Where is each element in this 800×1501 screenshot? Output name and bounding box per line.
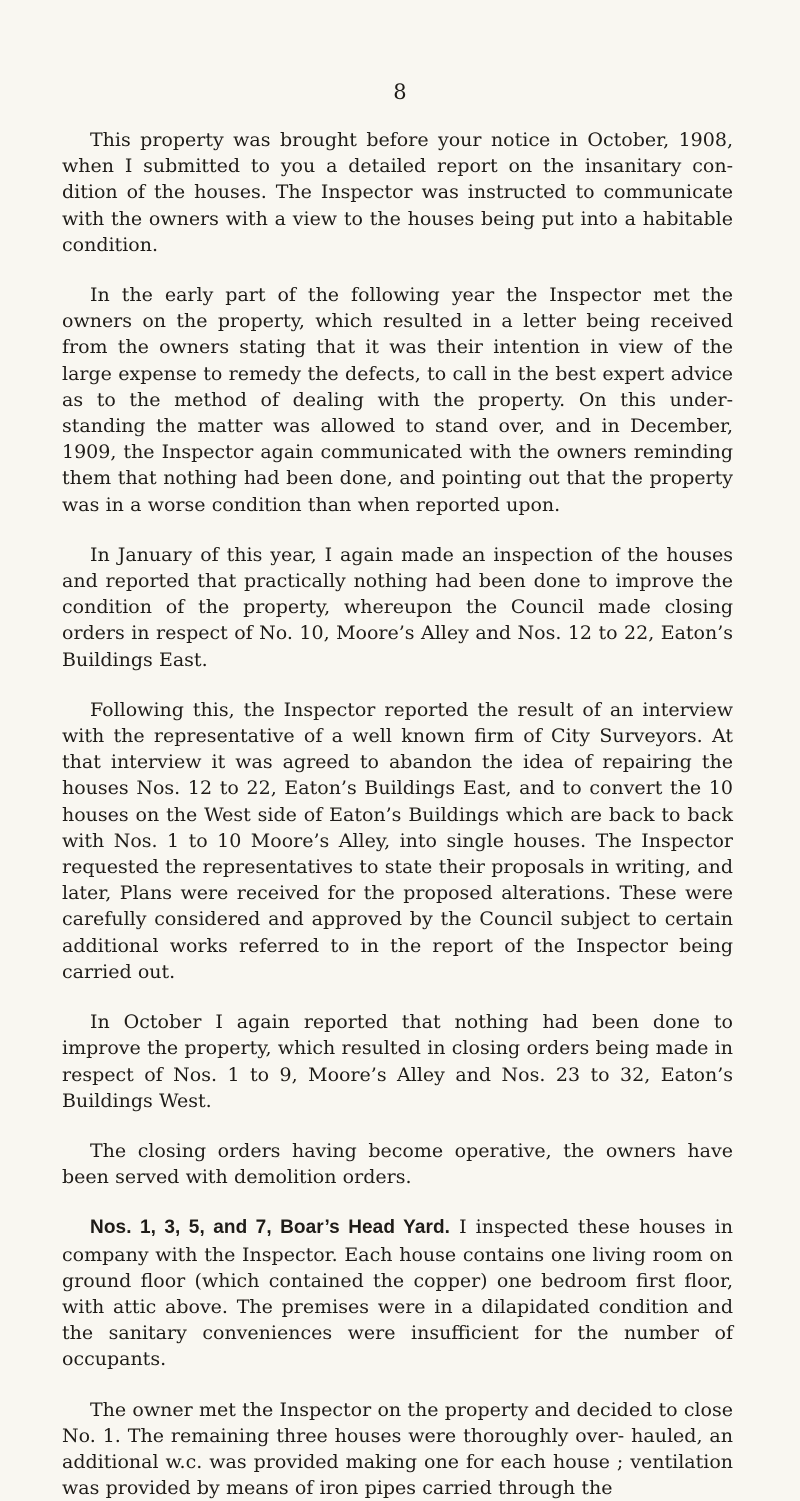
paragraph-2: In the early part of the following year the Inspector met the owners on the property, which resulted in a letter being received from the owners stating that it was their intention in view of the large expense to remedy the defects, to call in the best expert advice as to the method of dealing with the property. On this under- standing the matter was allowed to stand over, and in December, 1909, the Inspector again communicated with the owners reminding them that nothing had been done, and pointing out that the property was in a worse condition than when reported upon. <box>62 284 733 516</box>
paragraph-6: The closing orders having become operative, the owners have been served with demolition orders. <box>62 1139 733 1189</box>
paragraph-1: This property was brought before your notice in October, 1908, when I submitted to you a detailed report on the insanitary con- dition of the houses. The Inspector was instructed to communicate with the owners with a view to the houses being put into a habitable condition. <box>62 129 733 256</box>
final-paragraph: The owner met the Inspector on the property and decided to close No. 1. The remaining three houses were thoroughly over- hauled, an additional w.c. was provided making one for each house ; ventilation was provided by means of iron pipes carried through the <box>62 1398 733 1500</box>
paragraph-3: In January of this year, I again made an inspection of the houses and reported that practically nothing had been done to improve the condition of the property, whereupon the Council made closing orders in respect of No. 10, Moore’s Alley and Nos. 12 to 22, Eaton’s Buildings East. <box>62 543 733 671</box>
boars-head-yard-paragraph <box>62 1214 733 1372</box>
paragraph-5: In October I again reported that nothing had been done to improve the property, which resulted in closing orders being made in respect of Nos. 1 to 9, Moore’s Alley and Nos. 23 to 32, Eaton’s Buildings West. <box>62 1011 733 1112</box>
paragraph-4: Following this, the Inspector reported the result of an interview with the representative of a well known firm of City Surveyors. At that interview it was agreed to abandon the idea of repairing the houses Nos. 12 to 22, Eaton’s Buildings East, and to convert the 10 houses on the West side of Eaton’s Buildings which are back to back with Nos. 1 to 10 Moore’s Alley, into single houses. The Inspector requested the representatives to state their proposals in writing, and later, Plans were received for the proposed alterations. These were carefully considered and approved by the Council subject to certain additional works referred to in the report of the Inspector being carried out. <box>62 698 733 983</box>
boars-head-yard-heading: Nos. 1, 3, 5, and 7, Boar’s Head Yard. <box>90 1217 451 1239</box>
document-body <box>62 127 733 1501</box>
page-number: 8 <box>393 80 407 104</box>
boars-head-yard-text: I inspected these houses in company with the Inspector. Each house contains one living room on ground floor (which contained the copper) one bedroom first floor, with attic above. The premises were in a dilapidated condition and the sanitary conveniences were insufficient for the number of occupants. <box>62 1216 733 1371</box>
